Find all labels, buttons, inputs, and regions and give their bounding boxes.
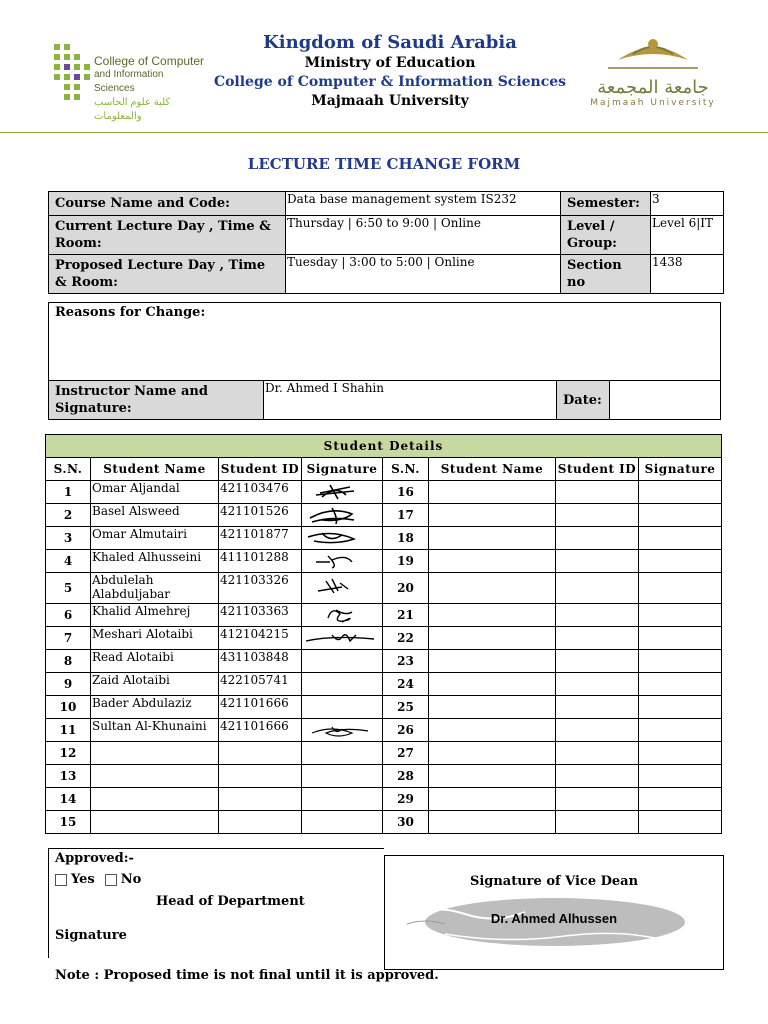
student-id-cell[interactable] [556,527,639,550]
level-group-label: Level / Group: [561,216,651,255]
student-name-cell[interactable] [429,765,556,788]
proposed-lecture-label: Proposed Lecture Day , Time & Room: [49,255,286,294]
col-sn-left: S.N. [46,458,91,481]
reasons-table [48,302,721,420]
row-sn-left: 11 [46,719,91,742]
student-signature-cell[interactable] [302,604,383,627]
col-name-right: Student Name [429,458,556,481]
table-row [46,627,722,650]
row-sn-left: 5 [46,573,91,604]
student-id-cell[interactable]: 421103363 [219,604,302,627]
student-signature-cell[interactable] [639,765,722,788]
table-row [46,696,722,719]
student-name-cell[interactable]: Zaid Alotaibi [91,673,219,696]
row-sn-left: 6 [46,604,91,627]
student-id-cell[interactable]: 421101666 [219,719,302,742]
college-logo-text-1: College of Computer [94,54,205,68]
university-logo-mark-icon [578,30,728,74]
student-signature-cell[interactable] [639,573,722,604]
student-signature-cell[interactable] [302,788,383,811]
student-id-cell[interactable] [556,504,639,527]
proposed-lecture-field[interactable]: Tuesday | 3:00 to 5:00 | Online [286,255,561,294]
instructor-label: Instructor Name and Signature: [49,381,264,420]
student-signature-cell[interactable] [639,550,722,573]
student-id-cell[interactable]: 421101877 [219,527,302,550]
student-name-cell[interactable]: Bader Abdulaziz [91,696,219,719]
student-id-cell[interactable]: 421101526 [219,504,302,527]
student-name-cell[interactable]: Read Alotaibi [91,650,219,673]
student-name-cell[interactable] [91,765,219,788]
student-id-cell[interactable] [556,573,639,604]
row-sn-right: 23 [383,650,429,673]
header-ministry: Ministry of Education [304,55,476,71]
student-signature-cell[interactable] [639,604,722,627]
row-sn-right: 18 [383,527,429,550]
student-id-cell[interactable] [556,550,639,573]
student-signature-mark [302,627,380,647]
vice-dean-box [384,855,724,970]
student-signature-cell[interactable] [639,481,722,504]
semester-field[interactable]: 3 [651,192,724,216]
student-signature-cell[interactable] [302,627,383,650]
col-id-right: Student ID [556,458,639,481]
student-name-cell[interactable] [91,742,219,765]
table-row [46,481,722,504]
student-signature-cell[interactable] [302,719,383,742]
row-sn-left: 13 [46,765,91,788]
table-row [46,527,722,550]
university-logo [578,30,728,110]
table-row [46,811,722,834]
student-signature-mark [302,527,380,547]
yes-label: Yes [71,872,95,887]
student-signature-cell[interactable] [639,650,722,673]
header-university: Majmaah University [311,93,469,109]
student-id-cell[interactable] [556,673,639,696]
student-name-cell[interactable]: Meshari Alotaibi [91,627,219,650]
header-block [200,32,580,111]
current-lecture-label: Current Lecture Day , Time & Room: [49,216,286,255]
student-id-cell[interactable]: 422105741 [219,673,302,696]
row-sn-right: 16 [383,481,429,504]
student-signature-cell[interactable] [302,765,383,788]
row-sn-right: 21 [383,604,429,627]
table-row [46,504,722,527]
header-divider [0,132,768,133]
student-id-cell[interactable] [556,481,639,504]
row-sn-right: 20 [383,573,429,604]
table-row [46,673,722,696]
student-signature-cell[interactable] [302,550,383,573]
table-row [46,742,722,765]
student-signature-cell[interactable] [639,673,722,696]
student-name-cell[interactable] [429,573,556,604]
header-college: College of Computer & Information Sciences [213,74,567,90]
section-no-field[interactable]: 1438 [651,255,724,294]
student-id-cell[interactable] [556,604,639,627]
row-sn-right: 29 [383,788,429,811]
student-signature-cell[interactable] [302,573,383,604]
approval-note: Note : Proposed time is not final until it is approved. [55,968,439,983]
hod-signature-label: Signature [55,928,127,943]
student-name-cell[interactable] [429,673,556,696]
student-name-cell[interactable]: Khaled Alhusseini [91,550,219,573]
table-row [46,550,722,573]
student-id-cell[interactable] [556,788,639,811]
student-name-cell[interactable]: Abdulelah Alabduljabar [91,573,219,604]
student-signature-cell[interactable] [639,811,722,834]
form-title: LECTURE TIME CHANGE FORM [247,155,521,173]
student-name-cell[interactable] [429,627,556,650]
student-signature-mark [302,550,380,570]
row-sn-right: 19 [383,550,429,573]
student-signature-mark [302,481,380,501]
student-details-table [45,434,722,834]
row-sn-left: 14 [46,788,91,811]
student-signature-cell[interactable] [302,481,383,504]
row-sn-right: 30 [383,811,429,834]
student-id-cell[interactable] [556,650,639,673]
vice-dean-label: Signature of Vice Dean [469,874,639,889]
col-name-left: Student Name [91,458,219,481]
student-signature-mark [302,604,380,624]
approved-label: Approved:- [55,851,134,866]
row-sn-left: 10 [46,696,91,719]
student-id-cell[interactable] [556,719,639,742]
no-label: No [120,872,142,887]
no-checkbox[interactable] [105,874,117,886]
college-logo-arabic: كلية علوم الحاسب والمعلومات [94,97,171,122]
student-name-cell[interactable] [429,719,556,742]
row-sn-right: 26 [383,719,429,742]
student-id-cell[interactable]: 421103326 [219,573,302,604]
instructor-field[interactable]: Dr. Ahmed I Shahin [264,381,557,420]
student-signature-cell[interactable] [639,527,722,550]
student-id-cell[interactable]: 421103476 [219,481,302,504]
date-label: Date: [557,381,610,420]
college-logo [48,40,206,122]
course-info-table [48,191,724,294]
vice-dean-name: Dr. Ahmed Alhussen [490,911,618,926]
student-name-cell[interactable] [91,788,219,811]
student-id-cell[interactable] [556,627,639,650]
student-id-cell[interactable] [556,811,639,834]
student-name-cell[interactable] [429,696,556,719]
student-signature-cell[interactable] [639,742,722,765]
table-row [46,573,722,604]
row-sn-left: 12 [46,742,91,765]
student-id-cell[interactable] [219,765,302,788]
student-name-cell[interactable] [429,650,556,673]
student-id-cell[interactable]: 421101666 [219,696,302,719]
student-name-cell[interactable] [91,811,219,834]
college-logo-text-2: and Information Sciences [94,69,164,94]
table-row [46,604,722,627]
col-signature-right: Signature [639,458,722,481]
reasons-field[interactable] [49,303,721,381]
student-id-cell[interactable] [219,811,302,834]
student-id-cell[interactable] [219,742,302,765]
row-sn-left: 9 [46,673,91,696]
student-signature-cell[interactable] [639,788,722,811]
student-name-cell[interactable] [429,811,556,834]
row-sn-right: 22 [383,627,429,650]
student-signature-cell[interactable] [302,504,383,527]
current-lecture-field[interactable]: Thursday | 6:50 to 9:00 | Online [286,216,561,255]
student-signature-cell[interactable] [302,527,383,550]
table-row [46,765,722,788]
student-name-cell[interactable]: Omar Almutairi [91,527,219,550]
table-row [46,788,722,811]
student-signature-cell[interactable] [302,742,383,765]
student-name-cell[interactable] [429,527,556,550]
section-no-label: Section no [561,255,651,294]
col-signature-left: Signature [302,458,383,481]
student-name-cell[interactable] [429,550,556,573]
student-signature-mark [302,573,380,593]
student-signature-cell[interactable] [302,673,383,696]
yes-checkbox[interactable] [55,874,67,886]
row-sn-left: 2 [46,504,91,527]
university-logo-arabic: جامعة المجمعة [597,77,709,98]
student-id-cell[interactable] [556,765,639,788]
row-sn-right: 25 [383,696,429,719]
row-sn-right: 24 [383,673,429,696]
student-name-cell[interactable] [429,504,556,527]
header-title: Kingdom of Saudi Arabia [263,32,517,53]
course-name-label: Course Name and Code: [49,192,286,216]
student-signature-cell[interactable] [302,811,383,834]
student-signature-cell[interactable] [639,627,722,650]
student-name-cell[interactable] [429,742,556,765]
row-sn-right: 28 [383,765,429,788]
student-id-cell[interactable]: 412104215 [219,627,302,650]
row-sn-left: 4 [46,550,91,573]
approval-box [48,848,384,958]
student-name-cell[interactable]: Basel Alsweed [91,504,219,527]
level-group-field[interactable]: Level 6|IT [651,216,724,255]
col-sn-right: S.N. [383,458,429,481]
course-name-field[interactable]: Data base management system IS232 [286,192,561,216]
date-field[interactable] [610,381,721,420]
row-sn-left: 7 [46,627,91,650]
table-row [46,650,722,673]
student-signature-cell[interactable] [302,696,383,719]
student-signature-cell[interactable] [639,719,722,742]
student-name-cell[interactable]: Khalid Almehrej [91,604,219,627]
row-sn-left: 1 [46,481,91,504]
student-signature-mark [302,719,380,739]
student-signature-mark [302,504,380,524]
student-signature-cell[interactable] [639,504,722,527]
student-id-cell[interactable]: 431103848 [219,650,302,673]
student-signature-cell[interactable] [302,650,383,673]
university-logo-english: Majmaah University [590,98,716,108]
student-details-title: Student Details [46,435,722,458]
student-id-cell[interactable] [219,788,302,811]
student-name-cell[interactable]: Sultan Al-Khunaini [91,719,219,742]
row-sn-left: 3 [46,527,91,550]
student-id-cell[interactable] [556,742,639,765]
student-name-cell[interactable] [429,788,556,811]
student-name-cell[interactable] [429,604,556,627]
semester-label: Semester: [561,192,651,216]
col-id-left: Student ID [219,458,302,481]
table-row [46,719,722,742]
student-id-cell[interactable] [556,696,639,719]
student-signature-cell[interactable] [639,696,722,719]
row-sn-right: 17 [383,504,429,527]
row-sn-right: 27 [383,742,429,765]
head-of-department-label: Head of Department [156,894,305,909]
student-name-cell[interactable] [429,481,556,504]
row-sn-left: 15 [46,811,91,834]
reasons-label: Reasons for Change: [55,305,206,320]
row-sn-left: 8 [46,650,91,673]
student-id-cell[interactable]: 411101288 [219,550,302,573]
student-name-cell[interactable]: Omar Aljandal [91,481,219,504]
